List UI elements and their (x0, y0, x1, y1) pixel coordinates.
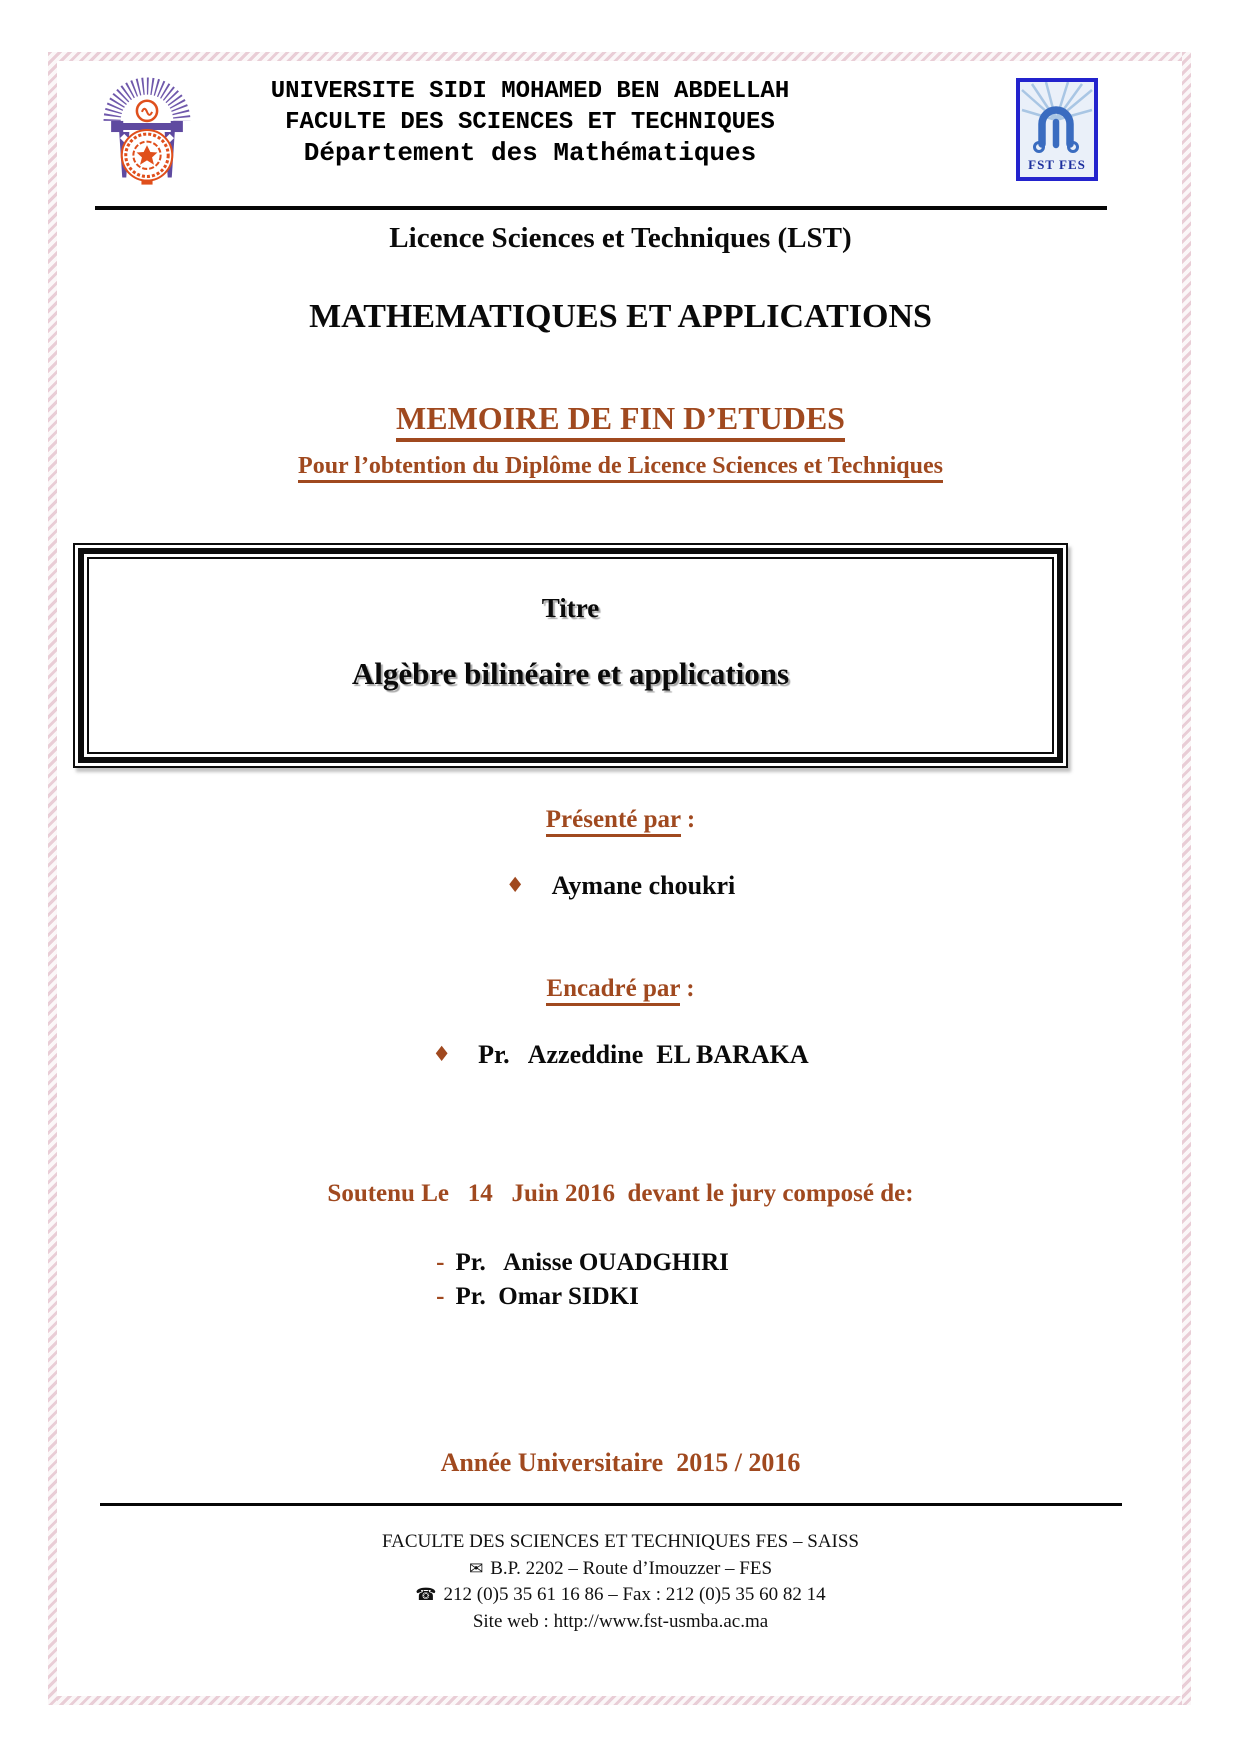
jury-dash: - (436, 1283, 445, 1310)
jury-dash: - (436, 1249, 445, 1276)
header-divider (95, 206, 1107, 210)
header-text-block (228, 76, 832, 169)
title-box-inner (87, 557, 1054, 754)
university-name: UNIVERSITE SIDI MOHAMED BEN ABDELLAH (270, 78, 790, 105)
footer-address: B.P. 2202 – Route d’Imouzzer – FES (490, 1557, 773, 1579)
jury-list (58, 1246, 1183, 1314)
footer-phone-fax: 212 (0)5 35 61 16 86 – Fax : 212 (0)5 35 60 82 14 (443, 1584, 826, 1605)
title-box-middle-border (78, 548, 1063, 763)
academic-year: Année Universitaire 2015 / 2016 (440, 1448, 801, 1477)
thesis-title: Algèbre bilinéaire et applications (351, 656, 790, 691)
usmba-emblem-icon (99, 64, 195, 190)
decorative-border-top (48, 52, 1191, 61)
footer-address-line (58, 1556, 1183, 1583)
defense-announcement: Soutenu Le 14 Juin 2016 devant le jury composé de: (327, 1180, 914, 1207)
specialty-title: MATHEMATIQUES ET APPLICATIONS (309, 298, 932, 335)
decorative-border-right (1182, 52, 1191, 1705)
diamond-bullet-icon: ♦ (432, 1042, 452, 1066)
decorative-border-left (48, 52, 57, 1705)
footer-website: Site web : http://www.fst-usmba.ac.ma (472, 1610, 769, 1632)
diamond-bullet-icon: ♦ (505, 873, 525, 897)
author-name: Aymane choukri (551, 871, 736, 900)
program-title: Licence Sciences et Techniques (LST) (389, 222, 852, 254)
purpose-subtitle: Pour l’obtention du Diplôme de Licence Sciences et Techniques (58, 453, 1183, 480)
title-box (73, 543, 1068, 768)
footer (58, 1529, 1183, 1635)
footer-divider (100, 1503, 1122, 1506)
decorative-border-bottom (48, 1696, 1191, 1705)
fst-fes-caption: FST FES (1028, 157, 1086, 172)
supervised-by-heading: Encadré par : (58, 975, 1183, 1003)
fst-fes-logo (1016, 78, 1098, 181)
jury-member (436, 1280, 729, 1314)
phone-icon: ☎ (415, 1585, 437, 1605)
jury-member (436, 1246, 729, 1280)
footer-phone-line (58, 1582, 1183, 1609)
author-line (58, 871, 1183, 901)
jury-member-name: Pr. Anisse OUADGHIRI (455, 1249, 729, 1276)
faculty-name: FACULTE DES SCIENCES ET TECHNIQUES (285, 109, 775, 136)
supervisor-line (58, 1040, 1183, 1070)
department-name: Département des Mathématiques (303, 138, 757, 168)
presented-by-colon: : (680, 806, 696, 833)
mail-icon: ✉ (468, 1558, 484, 1579)
usmba-emblem-logo (99, 64, 195, 190)
supervisor-name: Pr. Azzeddine EL BARAKA (478, 1040, 809, 1069)
title-box-label: Titre (541, 593, 600, 623)
supervised-by-colon: : (680, 975, 695, 1002)
presented-by-heading: Présenté par : (58, 806, 1183, 834)
jury-member-name: Pr. Omar SIDKI (455, 1283, 639, 1310)
document-type-heading: MEMOIRE DE FIN D’ETUDES (58, 400, 1183, 437)
footer-institution: FACULTE DES SCIENCES ET TECHNIQUES FES – SAISS (381, 1531, 859, 1552)
